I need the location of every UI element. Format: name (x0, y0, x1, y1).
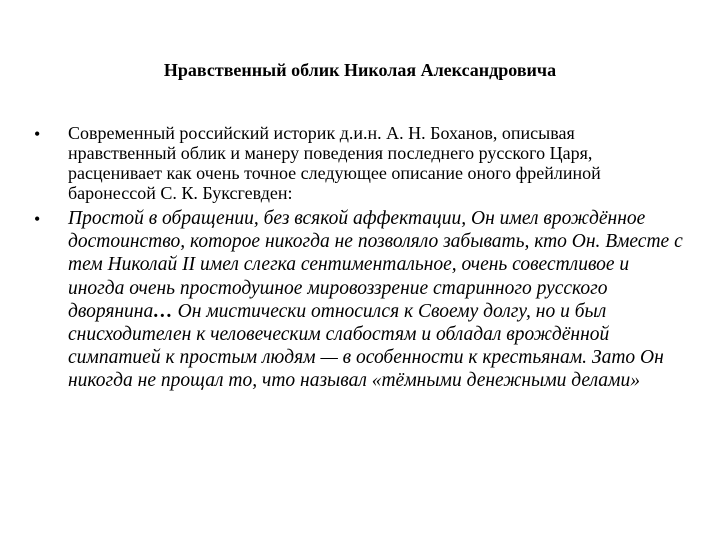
bullet-text-quote (68, 207, 684, 393)
bullet-text-intro: Современный российский историк д.и.н. А. Н. Боханов, описывая нравственный облик и манеру поведения последнего русского Царя, расценивает как очень точное следующее описание оного фрейлиной баронессой С. К. Буксгевден: (68, 123, 601, 203)
bullet-dot-icon: • (34, 209, 41, 229)
quote-part-2: Он мистически относился к Своему долгу, но и был снисходителен к человеческим слабостям и обладал врождённой симпатией к простым людям — в особенности к крестьянам. Зато Он никогда не прощал то, что называл «тёмными денежными делами» (68, 300, 664, 392)
bullet-item (34, 207, 684, 393)
bullet-item (34, 123, 684, 203)
quote-part-1: Простой в обращении, без всякой аффектации, Он имел врождённое достоинство, которое никогда не позволяло забывать, кто Он. Вместе с тем Николай II имел слегка сентиментальное, очень совестливое и иногда очень простодушное мировоззрение старинного русского дворянина (68, 208, 683, 322)
bullet-list (34, 123, 684, 397)
quote-ellipsis: … (153, 300, 173, 322)
slide-title: Нравственный облик Николая Александровича (163, 60, 557, 80)
bullet-dot-icon: • (34, 124, 41, 144)
